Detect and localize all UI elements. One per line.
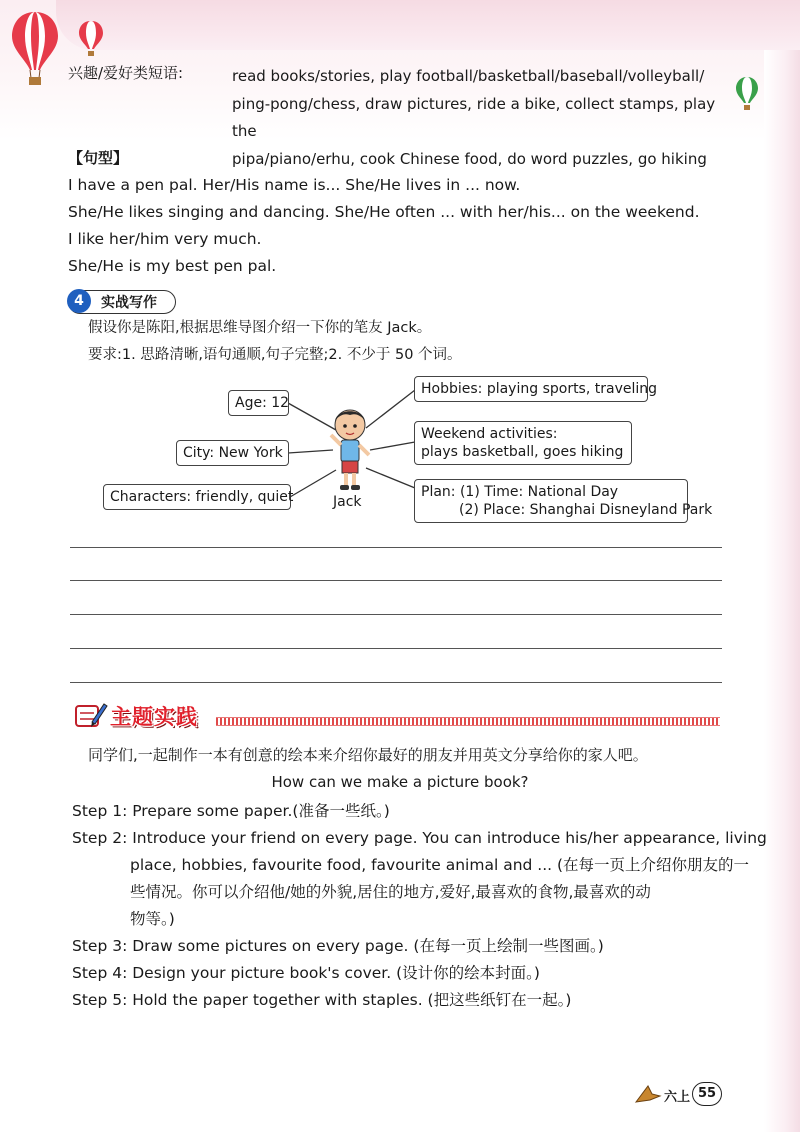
plan-line-1: Plan: (1) Time: National Day (421, 484, 619, 500)
pattern-line: I have a pen pal. Her/His name is... She/He lives in ... now. (68, 176, 521, 194)
mindmap-hobbies-box: Hobbies: playing sports, traveling (414, 376, 648, 402)
mindmap-characters-box: Characters: friendly, quiet (103, 484, 291, 510)
vocab-label: 兴趣/爱好类短语: (68, 64, 184, 82)
vocab-line: read books/stories, play football/basketball/baseball/volleyball/ (232, 67, 705, 85)
jack-boy-icon (325, 405, 375, 493)
pencil-notebook-icon (72, 700, 108, 730)
weekend-line-1: Weekend activities: (421, 426, 558, 442)
mindmap-weekend-box (414, 421, 632, 465)
grade-label: 六上 (664, 1090, 691, 1105)
section-4-badge (68, 290, 176, 314)
hot-air-balloon-icon (10, 10, 60, 90)
theme-practice-header (70, 700, 720, 730)
page-number: 55 (692, 1082, 722, 1106)
mindmap-age-box: Age: 12 (228, 390, 289, 416)
step-line: Step 3: Draw some pictures on every page. (在每一页上绘制一些图画。) (72, 937, 604, 955)
weekend-line-2: plays basketball, goes hiking (421, 444, 624, 460)
vocab-line: pipa/piano/erhu, cook Chinese food, do word puzzles, go hiking (232, 149, 707, 168)
page-top-border (56, 0, 800, 50)
plan-line-2: (2) Place: Shanghai Disneyland Park (459, 502, 713, 518)
step-line: Step 2: Introduce your friend on every page. You can introduce his/her appearance, living (72, 829, 767, 847)
mindmap-city-box: City: New York (176, 440, 289, 466)
theme-practice-title: 主题实践 (110, 705, 198, 729)
step-line: place, hobbies, favourite food, favourite animal and ... (在每一页上介绍你朋友的一 (130, 856, 750, 874)
writing-line (70, 614, 722, 615)
mindmap-plan-box (414, 479, 713, 523)
step-line: 物等。) (130, 910, 175, 928)
writing-line (70, 580, 722, 581)
page-right-border (764, 50, 800, 1132)
small-balloon-icon (78, 20, 104, 58)
vocab-phrases (232, 63, 742, 173)
step-line: Step 1: Prepare some paper.(准备一些纸。) (72, 802, 390, 820)
vocab-line: ping-pong/chess, draw pictures, ride a bike, collect stamps, play the (232, 94, 716, 140)
step-line: Step 4: Design your picture book's cover. (设计你的绘本封面。) (72, 964, 540, 982)
bird-icon (634, 1084, 662, 1104)
mindmap-center-label: Jack (333, 494, 362, 510)
section-title: 实战写作 (101, 295, 157, 311)
page-footer (632, 1080, 724, 1110)
theme-intro: 同学们,一起制作一本有创意的绘本来介绍你最好的朋友并用英文分享给你的家人吧。 (88, 746, 648, 764)
writing-line (70, 648, 722, 649)
pattern-line: She/He is my best pen pal. (68, 257, 277, 275)
step-line: Step 5: Hold the paper together with staples. (把这些纸钉在一起。) (72, 991, 572, 1009)
pattern-line: She/He likes singing and dancing. She/He often ... with her/his... on the weekend. (68, 203, 700, 221)
sentence-patterns-title: 【句型】 (68, 149, 129, 167)
step-line: 些情况。你可以介绍他/她的外貌,居住的地方,爱好,最喜欢的食物,最喜欢的动 (130, 883, 651, 901)
theme-question: How can we make a picture book? (271, 773, 529, 791)
writing-line (70, 682, 722, 683)
theme-decorative-stripe (216, 717, 720, 726)
writing-line (70, 547, 722, 548)
pattern-line: I like her/him very much. (68, 230, 262, 248)
section-number: 4 (67, 289, 91, 313)
writing-prompt: 假设你是陈阳,根据思维导图介绍一下你的笔友 Jack。 (88, 320, 432, 336)
writing-requirement: 要求:1. 思路清晰,语句通顺,句子完整;2. 不少于 50 个词。 (88, 347, 462, 363)
